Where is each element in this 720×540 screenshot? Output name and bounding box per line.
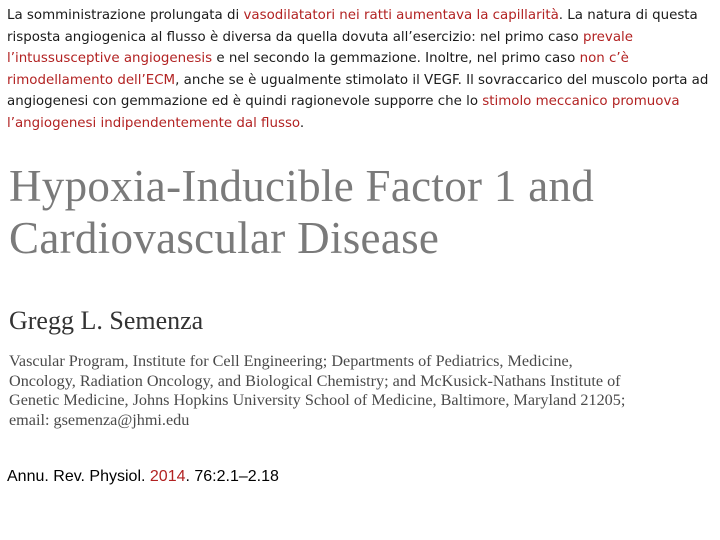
intro-highlight-text: stimolo meccanico promuova l’angiogenesi indipendentemente dal flusso [7,94,680,131]
affiliation-email: email: gsemenza@jhmi.edu [9,410,190,429]
journal-citation [7,467,279,487]
intro-text: . [299,115,305,131]
intro-highlight-text: non c’è rimodellamento dell’ECM [7,51,629,88]
citation-year: 2014 [149,468,186,485]
intro-highlight-text: prevale l’intussusceptive angiogenesis [7,29,634,67]
paper-title [9,160,709,264]
paper-author: Gregg L. Semenza [9,306,204,335]
intro-text: , anche se è ugualmente stimolato il VEGF. Il sovraccarico del muscolo porta ad angiogenesi con gemmazione ed è quindi ragionevole supporre che lo [7,72,709,110]
affiliation-line: Genetic Medicine, Johns Hopkins University School of Medicine, Baltimore, Maryland 21205; [9,391,626,409]
citation-journal: Annu. Rev. Physiol. [7,468,150,485]
intro-highlight-text: vasodilatatori nei ratti aumentava la capillarità [243,8,559,23]
intro-text: . La natura di questa risposta angiogenica al flusso è diversa da quella dovuta all’esercizio: nel primo caso [7,8,698,45]
title-line-2: Cardiovascular Disease [9,213,440,263]
intro-paragraph [7,5,715,135]
author-affiliation [9,352,709,430]
title-line-1: Hypoxia-Inducible Factor 1 and [9,161,595,211]
intro-text: La somministrazione prolungata di [7,8,244,23]
intro-text: e nel secondo la gemmazione. Inoltre, nel primo caso [212,51,580,67]
affiliation-line: Oncology, Radiation Oncology, and Biological Chemistry; and McKusick-Nathans Institute of [9,371,621,390]
affiliation-line: Vascular Program, Institute for Cell Engineering; Departments of Pediatrics, Medicine, [9,352,573,370]
citation-pages: . 76:2.1–2.18 [185,468,279,485]
